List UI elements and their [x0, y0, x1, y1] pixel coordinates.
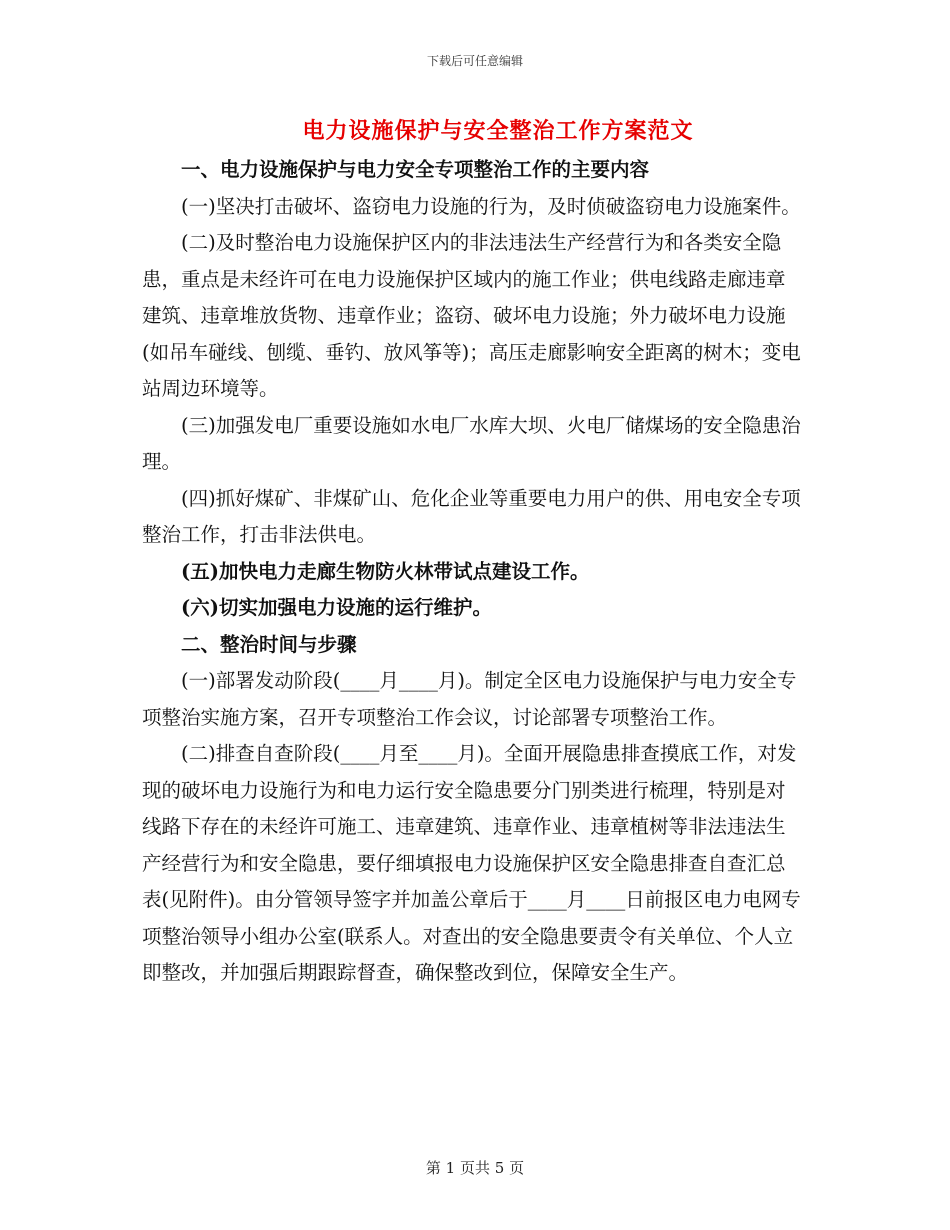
- document-title: 电力设施保护与安全整治工作方案范文: [302, 118, 694, 144]
- paragraph-item-5: (五)加快电力走廊生物防火林带试点建设工作。: [181, 559, 590, 583]
- paragraph-step-1: (一)部署发动阶段(____月____月)。制定全区电力设施保护与电力安全专项整治实施方案，召开专项整治工作会议，讨论部署专项整治工作。: [142, 669, 797, 729]
- paragraph-item-2: (二)及时整治电力设施保护区内的非法违法生产经营行为和各类安全隐患，重点是未经许可在电力设施保护区域内的施工作业；供电线路走廊违章建筑、违章堆放货物、违章作业；盗窃、破坏电力设施；外力破坏电力设施(如吊车碰线、刨缆、垂钓、放风筝等)；高压走廊影响安全距离的树木；变电站周边环境等。: [142, 231, 801, 400]
- document-body: [142, 152, 802, 992]
- paragraph-step-2: (二)排查自查阶段(____月至____月)。全面开展隐患排查摸底工作，对发现的破坏电力设施行为和电力运行安全隐患要分门别类进行梳理，特别是对线路下存在的未经许可施工、违章建筑、违章作业、违章植树等非法违法生产经营行为和安全隐患，要仔细填报电力设施保护区安全隐患排查自查汇总表(见附件)。由分管领导签字并加盖公章后于____月____日前报区电力电网专项整治领导小组办公室(联系人。对查出的安全隐患要责令有关单位、个人立即整改，并加强后期跟踪督查，确保整改到位，保障安全生产。: [142, 742, 801, 984]
- section-heading-2: 二、整治时间与步骤: [181, 632, 357, 656]
- section-heading-1: 一、电力设施保护与电力安全专项整治工作的主要内容: [181, 158, 650, 181]
- paragraph-item-6: (六)切实加强电力设施的运行维护。: [181, 596, 492, 619]
- paragraph-item-4: (四)抓好煤矿、非煤矿山、危化企业等重要电力用户的供、用电安全专项整治工作，打击非法供电。: [142, 486, 801, 546]
- header-note: 下载后可任意编辑: [426, 54, 523, 68]
- page-number: 第 1 页共 5 页: [425, 1159, 525, 1177]
- paragraph-item-1: (一)坚决打击破坏、盗窃电力设施的行为，及时侦破盗窃电力设施案件。: [181, 194, 801, 218]
- paragraph-item-3: (三)加强发电厂重要设施如水电厂水库大坝、火电厂储煤场的安全隐患治理。: [142, 413, 801, 473]
